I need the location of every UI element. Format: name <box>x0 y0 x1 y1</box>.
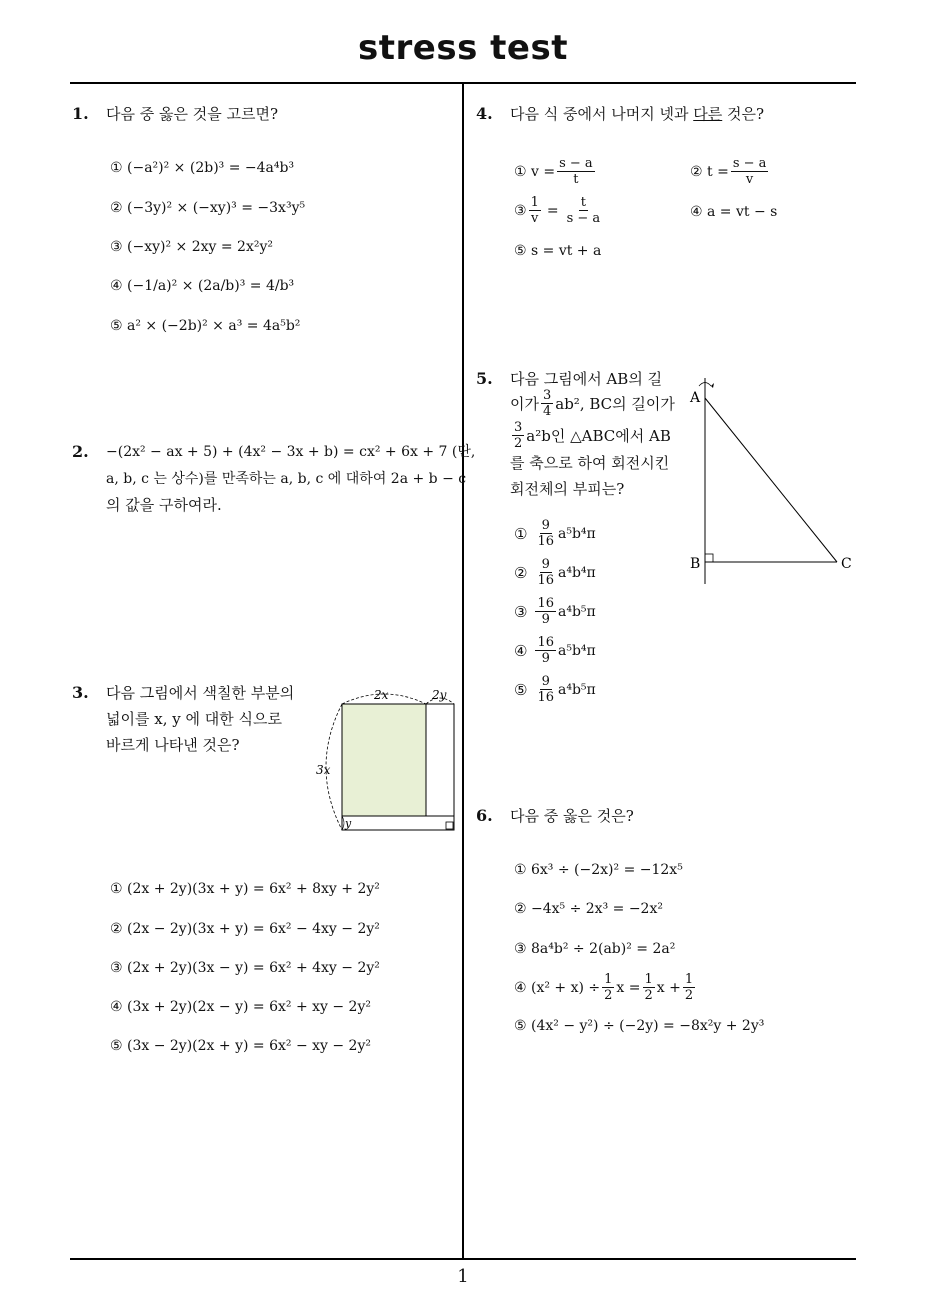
q5-option-3[interactable] <box>514 596 596 627</box>
q5-line-4: 를 축으로 하여 회전시킨 <box>510 454 670 472</box>
q6-option-4-a-numerator: 1 <box>604 972 613 987</box>
q6-option-4[interactable] <box>514 972 697 1003</box>
q5-option-1-rest: a⁵b⁴π <box>558 525 596 542</box>
q2-line-1: −(2x² − ax + 5) + (4x² − 3x + b) = cx² + 6x + 7 (단, <box>106 444 476 460</box>
q3-label-2y: 2y <box>432 688 447 702</box>
q5-option-3-rest: a⁴b⁵π <box>558 603 596 620</box>
q5-option-3-fraction <box>535 596 556 627</box>
q5-line-5: 회전체의 부피는? <box>510 480 625 498</box>
q4-option-3-right-numerator: t <box>580 195 586 210</box>
q3-option-2[interactable]: ② (2x − 2y)(3x + y) = 6x² − 4xy − 2y² <box>110 921 380 937</box>
q5-line-2-pre: 이가 <box>510 394 539 413</box>
q5-line-3-denominator: 2 <box>514 436 523 451</box>
q5-option-1-denominator: 16 <box>537 534 554 549</box>
q5-option-2-denominator: 16 <box>537 573 554 588</box>
q5-option-5-rest: a⁴b⁵π <box>558 681 596 698</box>
q4-text-underlined: 다른 <box>693 105 723 123</box>
q5-option-1-number: ① <box>514 524 528 543</box>
q5-line-2-numerator: 3 <box>542 388 552 403</box>
q5-option-1[interactable] <box>514 518 596 549</box>
q6-option-4-c-denominator: 2 <box>684 988 694 1003</box>
q4-option-2-denominator: v <box>745 172 754 187</box>
q5-option-4-denominator: 9 <box>541 651 550 666</box>
q4-option-4[interactable]: ④ a = vt − s <box>690 204 778 220</box>
q2-line-3: 의 값을 구하여라. <box>106 496 222 514</box>
q3-label-3x: 3x <box>316 763 331 777</box>
q4-option-3-right-denominator: s − a <box>566 211 601 226</box>
q5-line-3-post: a²b인 △ABC에서 AB <box>526 426 671 445</box>
q4-text <box>510 101 764 127</box>
q4-option-2-fraction <box>731 156 769 187</box>
q5-triangle-figure <box>684 374 854 590</box>
q1-option-1[interactable]: ① (−a²)² × (2b)³ = −4a⁴b³ <box>110 160 295 176</box>
q5-line-3 <box>510 420 671 451</box>
q5-option-5[interactable] <box>514 674 596 705</box>
q6-option-5[interactable]: ⑤ (4x² − y²) ÷ (−2y) = −8x²y + 2y³ <box>514 1018 765 1034</box>
q4-option-2-numerator: s − a <box>732 156 767 171</box>
q4-option-3-left-numerator: 1 <box>530 195 539 210</box>
q5-option-4-number: ④ <box>514 641 528 660</box>
q5-option-4-numerator: 16 <box>537 635 554 650</box>
q5-option-5-fraction <box>535 674 556 705</box>
q5-line-2-post: ab², BC의 길이가 <box>555 394 675 413</box>
q5-option-2[interactable] <box>514 557 596 588</box>
q4-option-3-number: ③ <box>514 202 527 219</box>
q2-line-2: a, b, c 는 상수)를 만족하는 a, b, c 에 대하여 2a + b − c <box>106 471 467 487</box>
q5-option-2-fraction <box>535 557 556 588</box>
q1-option-3[interactable]: ③ (−xy)² × 2xy = 2x²y² <box>110 239 273 255</box>
q4-option-1[interactable] <box>514 156 597 187</box>
q4-option-3-left-denominator: v <box>531 211 539 226</box>
q4-option-1-numerator: s − a <box>559 156 593 171</box>
q5-vertex-c: C <box>841 556 852 572</box>
q4-option-5[interactable]: ⑤ s = vt + a <box>514 243 602 259</box>
q5-option-5-denominator: 16 <box>537 690 554 705</box>
q3-label-y: y <box>345 817 352 830</box>
q6-option-4-fraction-c <box>683 972 695 1003</box>
q5-option-3-number: ③ <box>514 602 528 621</box>
q6-option-4-c-numerator: 1 <box>684 972 694 987</box>
q5-line-2-fraction <box>541 388 553 419</box>
q6-option-4-mid: x = <box>616 979 641 996</box>
q3-line-1: 다음 그림에서 색칠한 부분의 <box>106 684 295 702</box>
q4-option-2-lhs: ② t = <box>690 163 729 180</box>
q6-number: 6. <box>476 806 493 825</box>
q5-option-1-numerator: 9 <box>541 518 550 533</box>
q5-option-5-number: ⑤ <box>514 680 528 699</box>
q6-option-4-fraction-a <box>602 972 614 1003</box>
q4-option-1-fraction <box>557 156 595 187</box>
q5-option-4[interactable] <box>514 635 596 666</box>
q6-option-2[interactable]: ② −4x⁵ ÷ 2x³ = −2x² <box>514 901 663 917</box>
q3-option-5[interactable]: ⑤ (3x − 2y)(2x + y) = 6x² − xy − 2y² <box>110 1038 371 1054</box>
bottom-rule <box>70 1258 856 1260</box>
q3-label-2x: 2x <box>374 688 389 702</box>
q1-number: 1. <box>72 104 89 123</box>
q4-option-3[interactable] <box>514 195 604 226</box>
q3-line-3: 바르게 나타낸 것은? <box>106 736 240 754</box>
q5-option-2-numerator: 9 <box>541 557 550 572</box>
q4-option-2[interactable] <box>690 156 770 187</box>
q5-line-3-fraction <box>512 420 524 451</box>
q1-option-2[interactable]: ② (−3y)² × (−xy)³ = −3x³y⁵ <box>110 200 306 216</box>
q5-vertex-b: B <box>690 556 701 572</box>
q6-option-4-pre: ④ (x² + x) ÷ <box>514 979 601 996</box>
q4-text-before: 다음 식 중에서 나머지 넷과 <box>510 105 694 123</box>
column-divider <box>462 84 464 1258</box>
q3-option-3[interactable]: ③ (2x + 2y)(3x − y) = 6x² + 4xy − 2y² <box>110 960 380 976</box>
q4-option-3-right-fraction <box>565 195 603 226</box>
q5-option-4-rest: a⁵b⁴π <box>558 642 596 659</box>
q5-option-2-number: ② <box>514 563 528 582</box>
q3-line-2: 넓이를 x, y 에 대한 식으로 <box>106 710 282 728</box>
q6-option-4-fraction-b <box>643 972 655 1003</box>
q1-option-4[interactable]: ④ (−1/a)² × (2a/b)³ = 4/b³ <box>110 278 295 294</box>
q6-option-4-mid2: x + <box>656 979 681 996</box>
q3-rectangle-figure <box>310 684 460 836</box>
q5-option-3-numerator: 16 <box>537 596 554 611</box>
q6-text: 다음 중 옳은 것은? <box>510 807 634 825</box>
q4-option-3-left-fraction <box>529 195 541 226</box>
q5-vertex-a: A <box>690 390 701 406</box>
q5-option-4-fraction <box>535 635 556 666</box>
q5-line-1: 다음 그림에서 AB의 길 <box>510 370 663 388</box>
page-title: stress test <box>358 28 568 68</box>
q4-option-1-lhs: ① v = <box>514 163 556 180</box>
q5-number: 5. <box>476 369 493 388</box>
q6-option-4-a-denominator: 2 <box>604 988 613 1003</box>
q5-line-2 <box>510 388 675 419</box>
q5-option-2-rest: a⁴b⁴π <box>558 564 596 581</box>
q5-option-5-numerator: 9 <box>541 674 550 689</box>
q3-option-1[interactable]: ① (2x + 2y)(3x + y) = 6x² + 8xy + 2y² <box>110 881 380 897</box>
q6-option-1[interactable]: ① 6x³ ÷ (−2x)² = −12x⁵ <box>514 862 683 878</box>
q1-option-5[interactable]: ⑤ a² × (−2b)² × a³ = 4a⁵b² <box>110 318 301 334</box>
q5-option-1-fraction <box>535 518 556 549</box>
page-number: 1 <box>457 1266 469 1287</box>
q5-line-3-numerator: 3 <box>514 420 523 435</box>
q5-option-3-denominator: 9 <box>541 612 550 627</box>
q6-option-3[interactable]: ③ 8a⁴b² ÷ 2(ab)² = 2a² <box>514 941 676 957</box>
q5-line-2-denominator: 4 <box>542 404 552 419</box>
q1-text: 다음 중 옳은 것을 고르면? <box>106 105 279 123</box>
q6-option-4-b-denominator: 2 <box>644 988 653 1003</box>
q4-option-1-denominator: t <box>573 172 579 187</box>
q4-number: 4. <box>476 104 493 123</box>
q3-option-4[interactable]: ④ (3x + 2y)(2x − y) = 6x² + xy − 2y² <box>110 999 371 1015</box>
q4-option-3-equals: = <box>546 202 559 219</box>
q6-option-4-b-numerator: 1 <box>644 972 653 987</box>
q3-number: 3. <box>72 683 89 702</box>
q4-text-after: 것은? <box>722 105 765 123</box>
q2-number: 2. <box>72 442 89 461</box>
